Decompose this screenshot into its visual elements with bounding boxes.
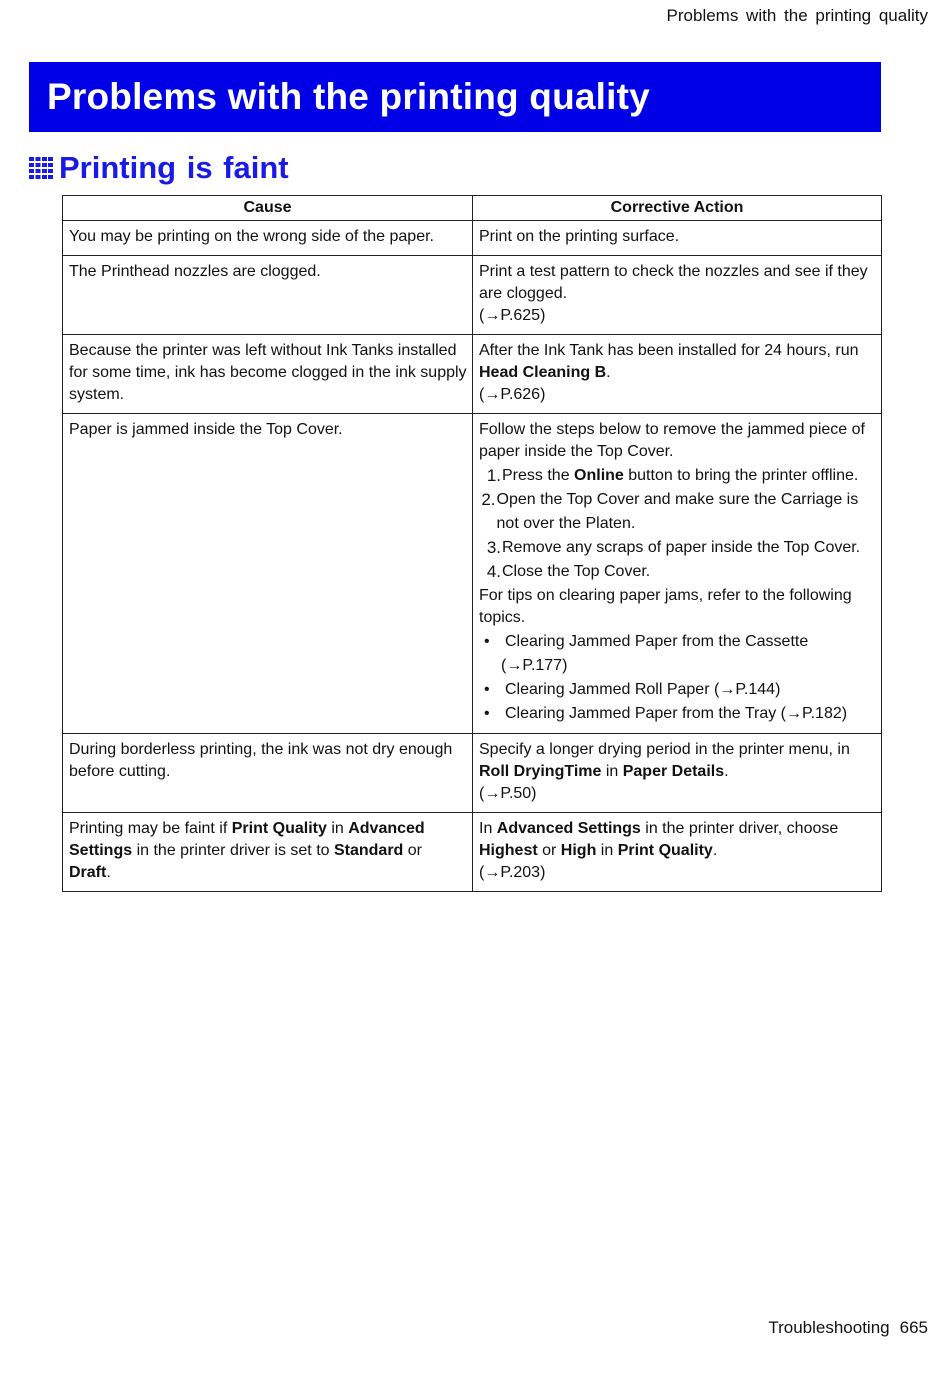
page-reference-link[interactable]: (→P.626) (479, 386, 546, 403)
cause-text: The Printhead nozzles are clogged. (69, 263, 321, 280)
page-footer (768, 1318, 928, 1338)
section-heading (29, 150, 289, 186)
action-cell (473, 734, 882, 813)
running-head: Problems with the printing quality (666, 6, 928, 25)
topics-list (479, 630, 876, 726)
page-reference-link[interactable]: (→P.182) (780, 705, 848, 722)
list-item: • Clearing Jammed Paper from the Cassette (→P.177) (479, 630, 876, 678)
action-cell (473, 335, 882, 414)
table-row (63, 221, 882, 256)
action-text: In Advanced Settings in the printer driver, choose Highest or High in Print Quality. (479, 820, 839, 859)
header-cause: Cause (63, 196, 473, 221)
page-reference-link[interactable]: (→P.50) (479, 785, 537, 802)
cause-text: Because the printer was left without Ink Tanks installed for some time, ink has become clogged in the ink supply system. (69, 342, 467, 403)
action-cell (473, 813, 882, 892)
cause-text: You may be printing on the wrong side of the paper. (69, 228, 434, 245)
troubleshooting-table (62, 195, 882, 892)
action-text: Print on the printing surface. (479, 228, 680, 245)
table-header-row (63, 196, 882, 221)
page-reference-link[interactable]: (→P.177) (501, 657, 568, 674)
cause-text: Paper is jammed inside the Top Cover. (69, 421, 343, 438)
list-item: • Clearing Jammed Roll Paper (→P.144) (479, 678, 876, 702)
list-item: 4. Close the Top Cover. (486, 562, 651, 581)
cause-cell (63, 256, 473, 335)
page-title: Problems with the printing quality (47, 76, 650, 117)
header-action: Corrective Action (473, 196, 882, 221)
action-text: Follow the steps below to remove the jammed piece of paper inside the Top Cover. (479, 421, 865, 460)
table-row (63, 335, 882, 414)
action-text: After the Ink Tank has been installed for 24 hours, run Head Cleaning B. (479, 342, 859, 381)
bullet-icon: • (484, 633, 490, 650)
cause-cell (63, 734, 473, 813)
action-text: Specify a longer drying period in the printer menu, in Roll DryingTime in Paper Details. (479, 741, 850, 780)
table-row (63, 734, 882, 813)
footer-section: Troubleshooting (768, 1318, 890, 1337)
bullet-icon: • (484, 681, 490, 698)
cause-cell (63, 335, 473, 414)
tips-text: For tips on clearing paper jams, refer to the following topics. (479, 587, 852, 626)
page-number: 665 (899, 1318, 928, 1337)
grid-icon (29, 157, 53, 179)
cause-cell (63, 813, 473, 892)
action-text: Print a test pattern to check the nozzles and see if they are clogged. (479, 263, 868, 302)
cause-cell (63, 414, 473, 734)
page-reference-link[interactable]: (→P.144) (713, 681, 781, 698)
action-cell (473, 414, 882, 734)
page-reference-link[interactable]: (→P.203) (479, 864, 546, 881)
action-cell (473, 256, 882, 335)
list-item: • Clearing Jammed Paper from the Tray (→P.182) (479, 702, 876, 726)
cause-cell (63, 221, 473, 256)
section-title: Printing is faint (59, 150, 289, 185)
steps-list (479, 464, 876, 584)
page-reference-link[interactable]: (→P.625) (479, 307, 546, 324)
cause-text: Printing may be faint if Print Quality in Advanced Settings in the printer driver is set to Standard or Draft. (69, 820, 425, 881)
action-cell (473, 221, 882, 256)
table-row (63, 414, 882, 734)
title-banner (29, 62, 881, 132)
list-item: 2. Open the Top Cover and make sure the Carriage is not over the Platen. (481, 490, 859, 532)
table-row (63, 256, 882, 335)
bullet-icon: • (484, 705, 490, 722)
list-item: 3. Remove any scraps of paper inside the Top Cover. (486, 538, 861, 557)
list-item: 1. Press the Online button to bring the printer offline. (486, 466, 859, 485)
cause-text: During borderless printing, the ink was not dry enough before cutting. (69, 741, 453, 780)
table-row (63, 813, 882, 892)
